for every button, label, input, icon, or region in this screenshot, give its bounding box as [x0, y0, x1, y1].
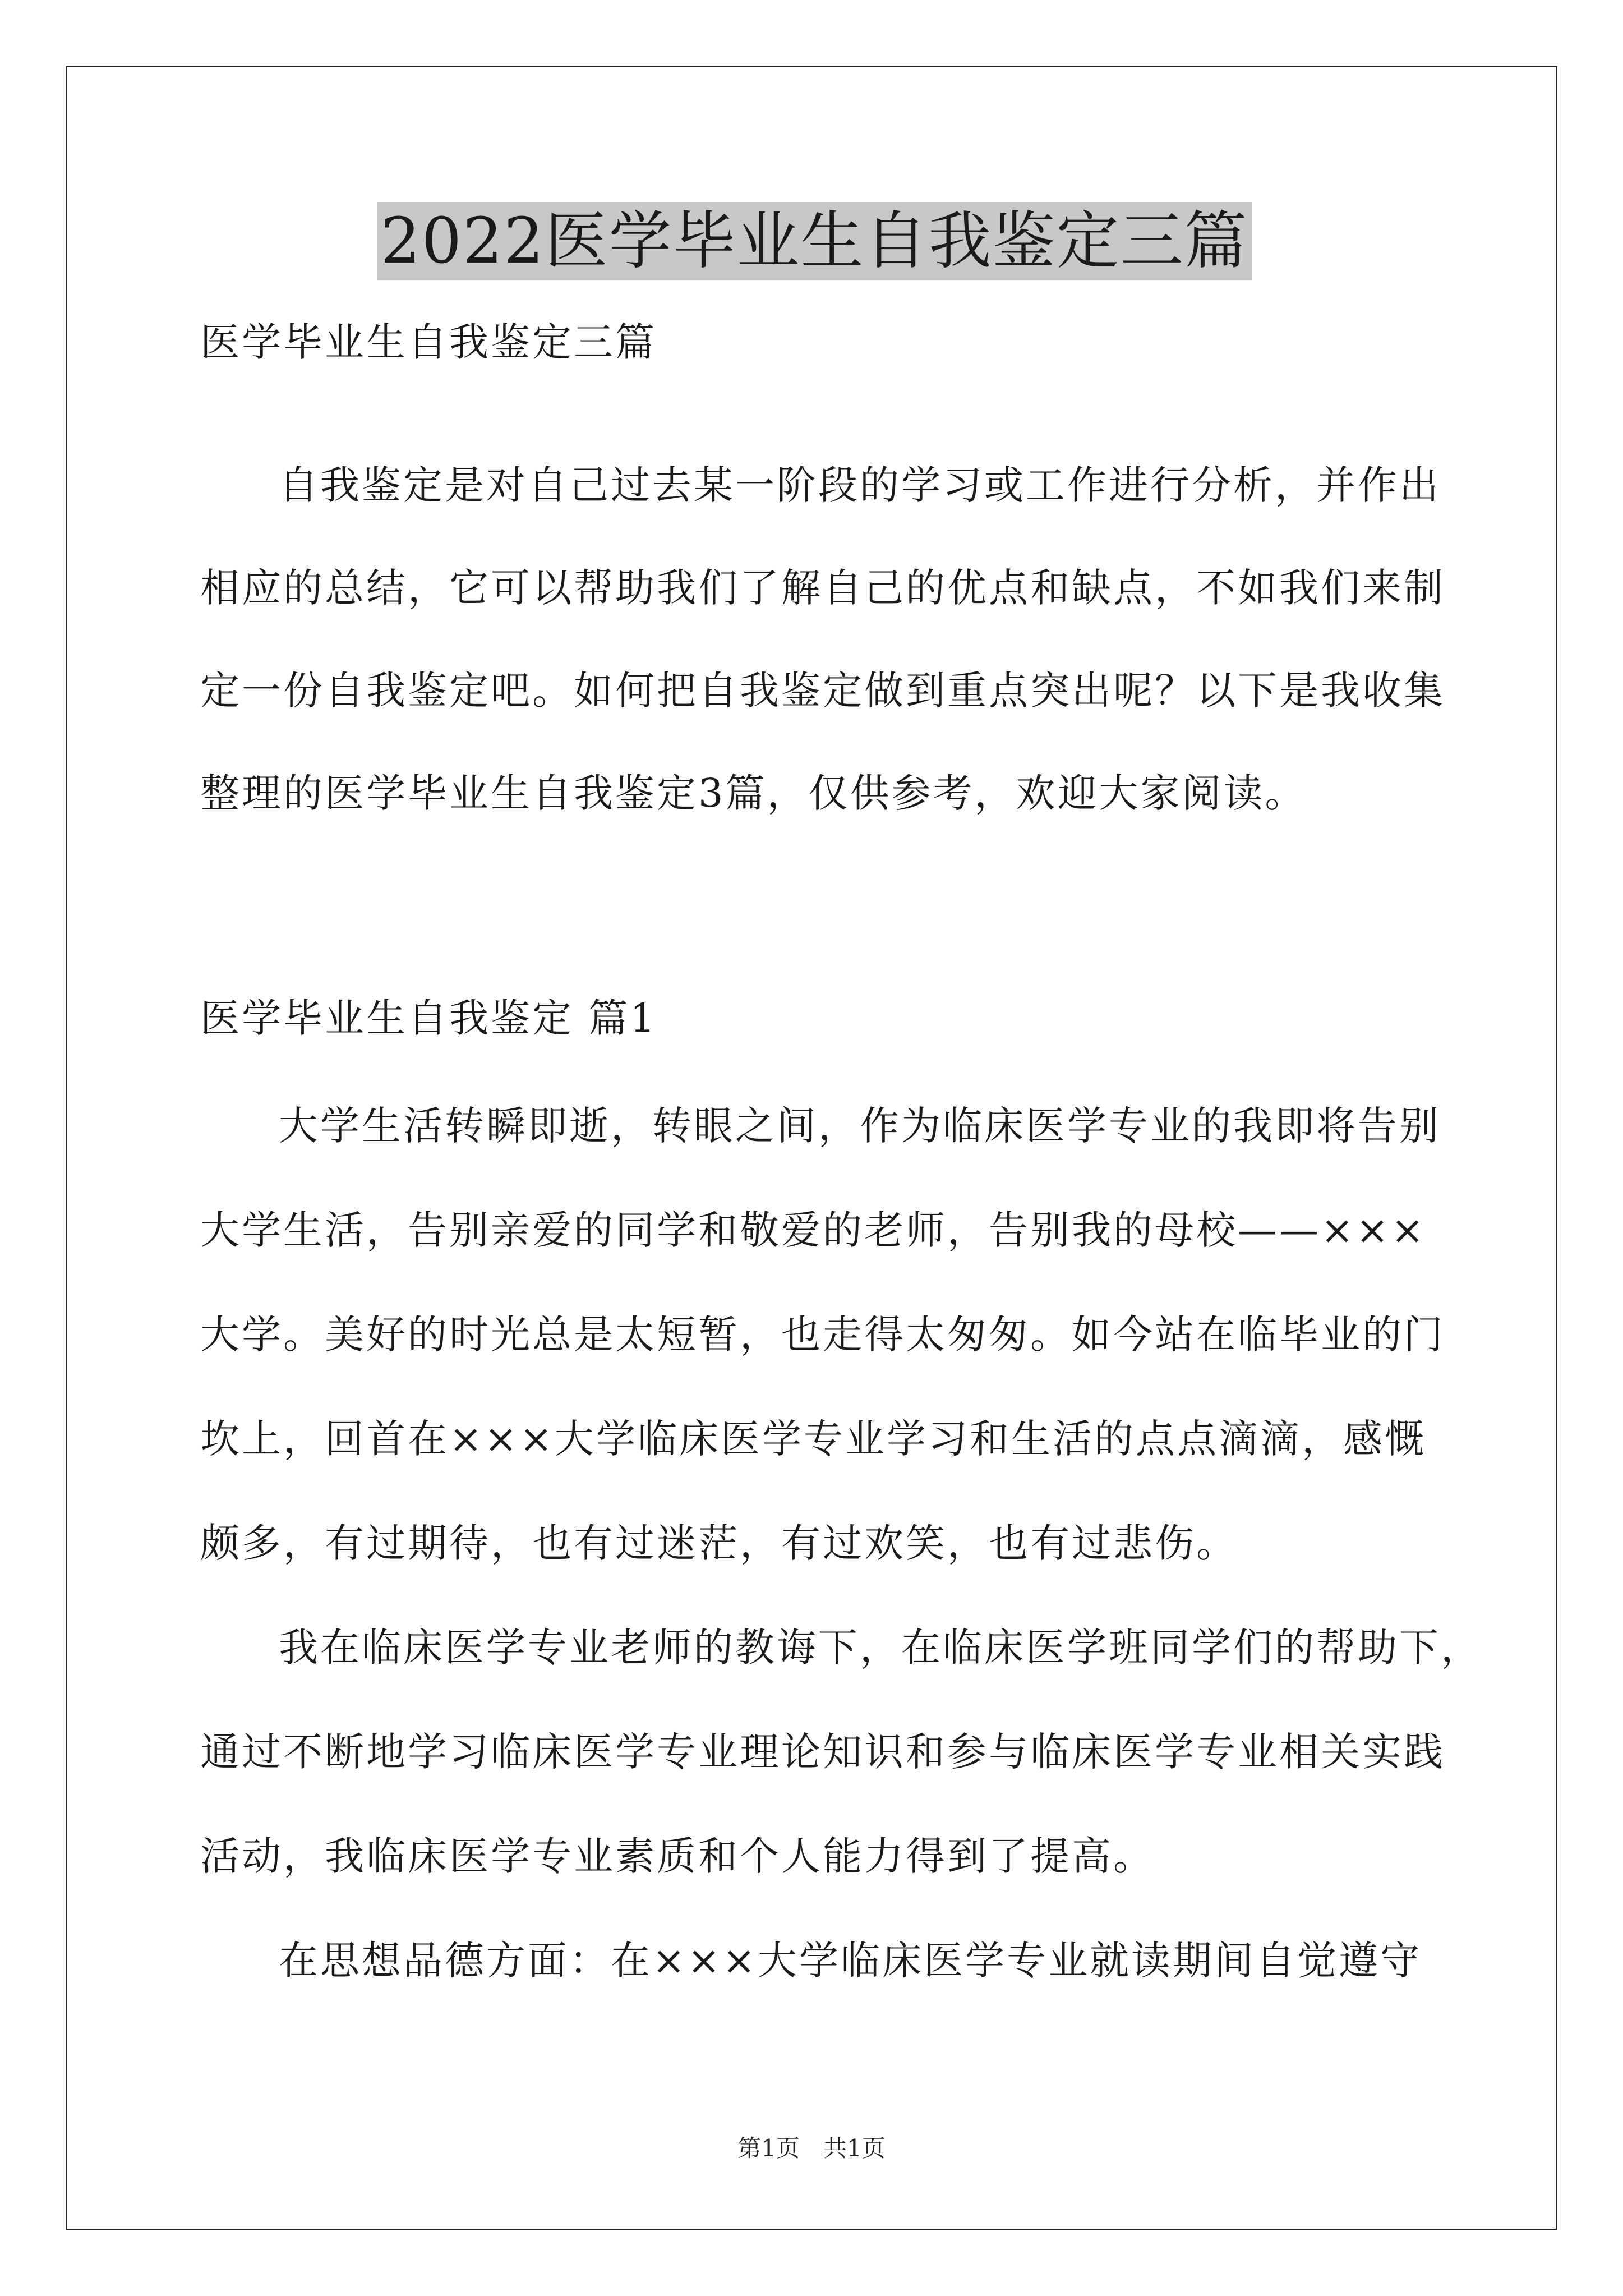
section-heading: 医学毕业生自我鉴定 篇1	[200, 995, 657, 1041]
para1-line: 大学。美好的时光总是太短暂，也走得太匆匆。如今站在临毕业的门	[200, 1312, 1445, 1358]
intro-line: 自我鉴定是对自己过去某一阶段的学习或工作进行分析，并作出	[279, 462, 1441, 508]
para1-line: 大学生活，告别亲爱的同学和敬爱的老师，告别我的母校——×××	[200, 1207, 1426, 1253]
para1-line: 大学生活转瞬即逝，转眼之间，作为临床医学专业的我即将告别	[279, 1103, 1441, 1149]
intro-line: 定一份自我鉴定吧。如何把自我鉴定做到重点突出呢？以下是我收集	[200, 668, 1445, 714]
para3-line: 在思想品德方面：在×××大学临床医学专业就读期间自觉遵守	[279, 1938, 1422, 1984]
para2-line: 我在临床医学专业老师的教诲下，在临床医学班同学们的帮助下，	[279, 1625, 1482, 1671]
title-wrap	[200, 202, 1428, 280]
para1-line: 坎上，回首在×××大学临床医学专业学习和生活的点点滴滴，感慨	[200, 1416, 1426, 1462]
intro-line: 整理的医学毕业生自我鉴定3篇，仅供参考，欢迎大家阅读。	[200, 770, 1307, 816]
document-title: 2022医学毕业生自我鉴定三篇	[377, 202, 1251, 280]
para2-line: 活动，我临床医学专业素质和个人能力得到了提高。	[200, 1833, 1155, 1879]
para2-line: 通过不断地学习临床医学专业理论知识和参与临床医学专业相关实践	[200, 1729, 1445, 1775]
document-subtitle: 医学毕业生自我鉴定三篇	[200, 319, 657, 365]
intro-line: 相应的总结，它可以帮助我们了解自己的优点和缺点，不如我们来制	[200, 565, 1445, 611]
para1-line: 颇多，有过期待，也有过迷茫，有过欢笑，也有过悲伤。	[200, 1520, 1238, 1566]
page-footer: 第1页 共1页	[737, 2134, 886, 2162]
